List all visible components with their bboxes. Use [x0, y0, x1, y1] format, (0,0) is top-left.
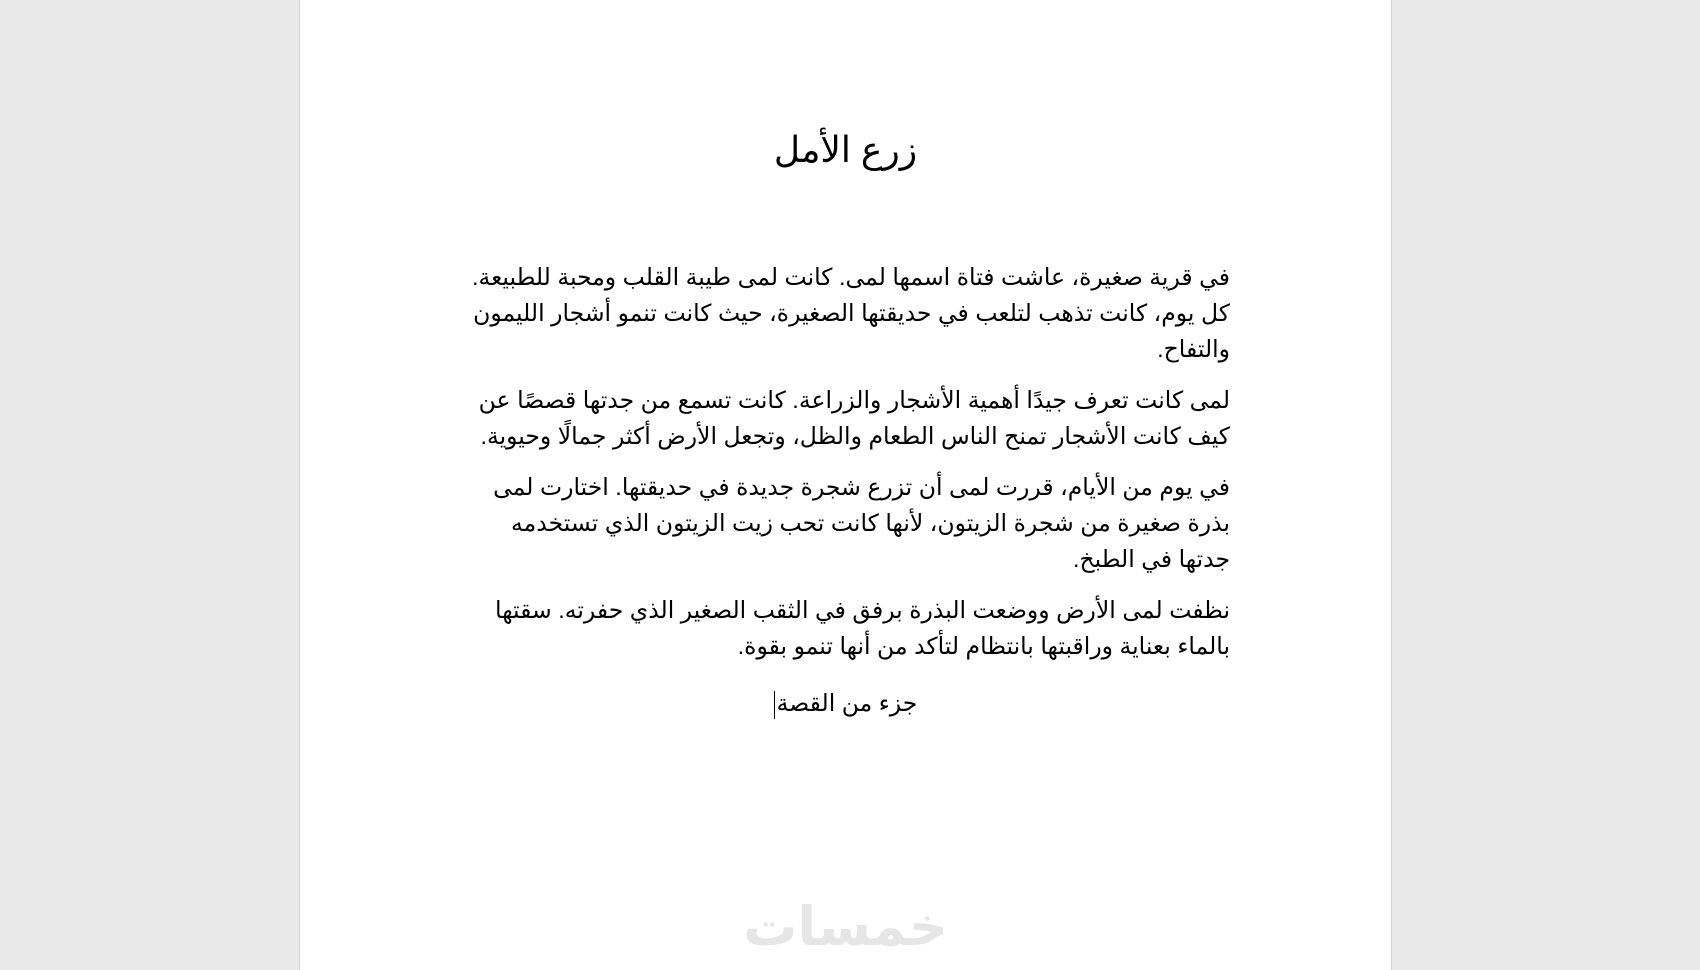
excerpt-note-line — [300, 686, 1391, 720]
paragraph-2: لمى كانت تعرف جيدًا أهمية الأشجار والزراعة. كانت تسمع من جدتها قصصًا عن كيف كانت الأشجار تمنح الناس الطعام والظل، وتجعل الأرض أكثر جمالًا وحيوية. — [478, 387, 1230, 449]
document-title: زرع الأمل — [773, 129, 918, 170]
document-body[interactable] — [460, 259, 1230, 679]
document-page[interactable] — [299, 0, 1392, 970]
paragraph-4: نظفت لمى الأرض ووضعت البذرة برفق في الثقب الصغير الذي حفرته. سقتها بالماء بعناية وراقبتها بانتظام لتأكد من أنها تنمو بقوة. — [495, 597, 1230, 659]
paragraph-3: في يوم من الأيام، قررت لمى أن تزرع شجرة جديدة في حديقتها. اختارت لمى بذرة صغيرة من شجرة الزيتون، لأنها كانت تحب زيت الزيتون الذي تستخدمه جدتها في الطبخ. — [493, 474, 1230, 572]
excerpt-note: جزء من القصة — [776, 690, 918, 716]
watermark: خمسات — [743, 897, 948, 957]
paragraph-1: في قرية صغيرة، عاشت فتاة اسمها لمى. كانت لمى طيبة القلب ومحبة للطبيعة. كل يوم، كانت تذهب لتلعب في حديقتها الصغيرة، حيث كانت تنمو أشجار الليمون والتفاح. — [471, 264, 1230, 362]
text-cursor — [774, 691, 775, 719]
